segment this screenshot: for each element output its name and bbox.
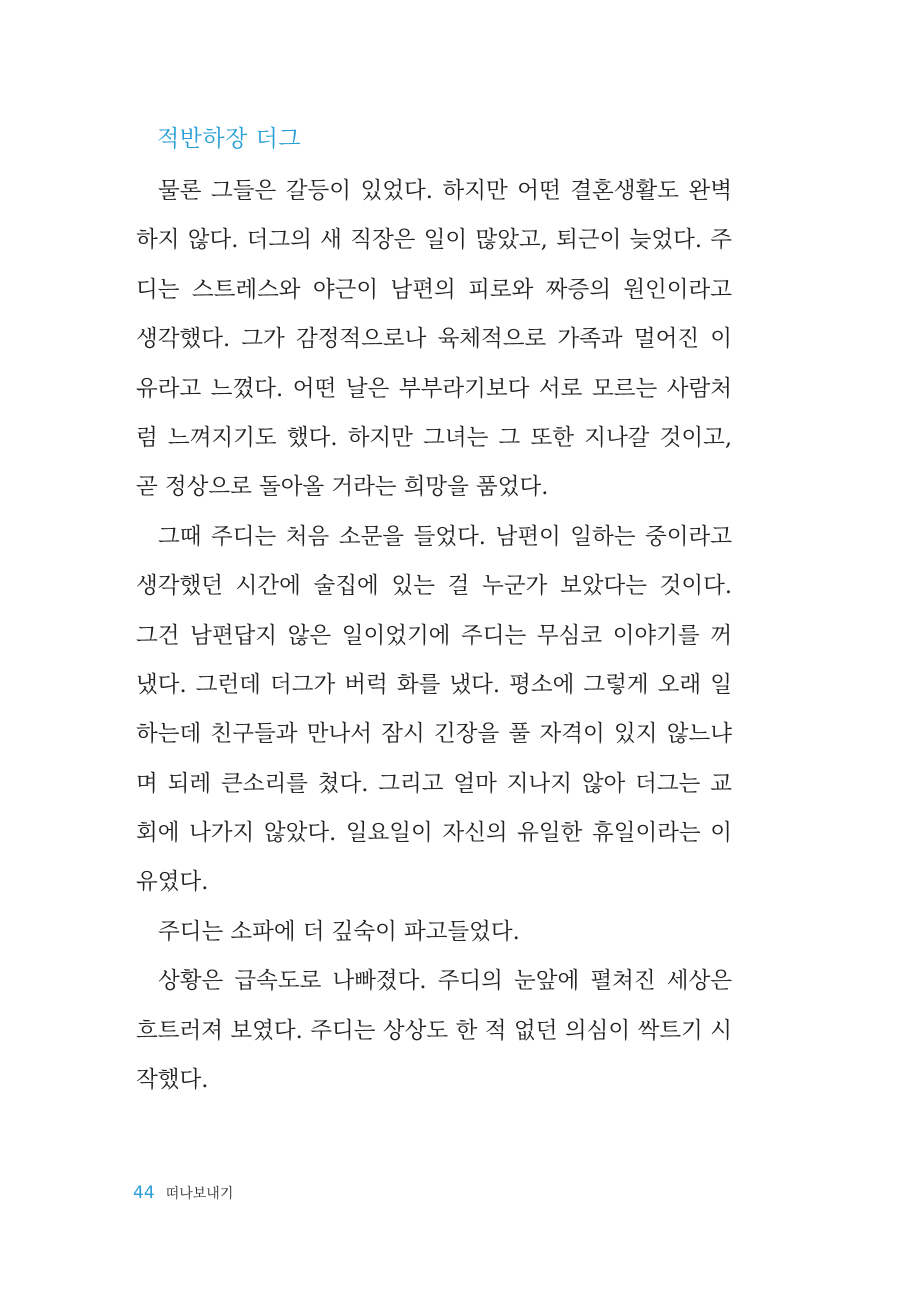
text-line: 하지 않다. 더그의 새 직장은 일이 많았고, 퇴근이 늦었다. 주 bbox=[136, 227, 732, 254]
text-line: 유였다. bbox=[136, 869, 209, 896]
text-line: 그건 남편답지 않은 일이었기에 주디는 무심코 이야기를 꺼 bbox=[136, 622, 732, 649]
section-heading: 적반하장 더그 bbox=[157, 126, 302, 152]
text-line: 그때 주디는 처음 소문을 들었다. 남편이 일하는 중이라고 bbox=[158, 523, 732, 550]
paragraph-3 bbox=[136, 908, 732, 957]
text-line: 흐트러져 보였다. 주디는 상상도 한 적 없던 의심이 싹트기 시 bbox=[136, 1017, 732, 1044]
page-number: 44 bbox=[133, 1183, 155, 1203]
text-line: 주디는 소파에 더 깊숙이 파고들었다. bbox=[158, 918, 520, 945]
text-line: 유라고 느꼈다. 어떤 날은 부부라기보다 서로 모르는 사람처 bbox=[136, 375, 732, 402]
text-line: 럼 느껴지기도 했다. 하지만 그녀는 그 또한 지나갈 것이고, bbox=[136, 424, 732, 451]
paragraph-4 bbox=[136, 957, 732, 1105]
text-line: 디는 스트레스와 야근이 남편의 피로와 짜증의 원인이라고 bbox=[136, 276, 732, 303]
text-line: 회에 나가지 않았다. 일요일이 자신의 유일한 휴일이라는 이 bbox=[136, 820, 732, 847]
paragraph-1 bbox=[136, 167, 732, 513]
text-line: 생각했던 시간에 술집에 있는 걸 누군가 보았다는 것이다. bbox=[136, 573, 732, 600]
running-title: 떠나보내기 bbox=[165, 1186, 234, 1202]
text-line: 물론 그들은 갈등이 있었다. 하지만 어떤 결혼생활도 완벽 bbox=[158, 178, 732, 204]
text-line: 하는데 친구들과 만나서 잠시 긴장을 풀 자격이 있지 않느냐 bbox=[136, 721, 732, 748]
text-line: 상황은 급속도로 나빠졌다. 주디의 눈앞에 펼쳐진 세상은 bbox=[158, 968, 732, 995]
text-line: 작했다. bbox=[136, 1067, 209, 1094]
page-footer bbox=[133, 1179, 233, 1208]
text-line: 곧 정상으로 돌아올 거라는 희망을 품었다. bbox=[136, 474, 549, 501]
body-text bbox=[136, 167, 732, 1105]
text-line: 냈다. 그런데 더그가 버럭 화를 냈다. 평소에 그렇게 오래 일 bbox=[136, 671, 732, 698]
text-line: 생각했다. 그가 감정적으로나 육체적으로 가족과 멀어진 이 bbox=[136, 326, 732, 353]
paragraph-2 bbox=[136, 513, 732, 908]
text-line: 며 되레 큰소리를 쳤다. 그리고 얼마 지나지 않아 더그는 교 bbox=[136, 770, 732, 797]
